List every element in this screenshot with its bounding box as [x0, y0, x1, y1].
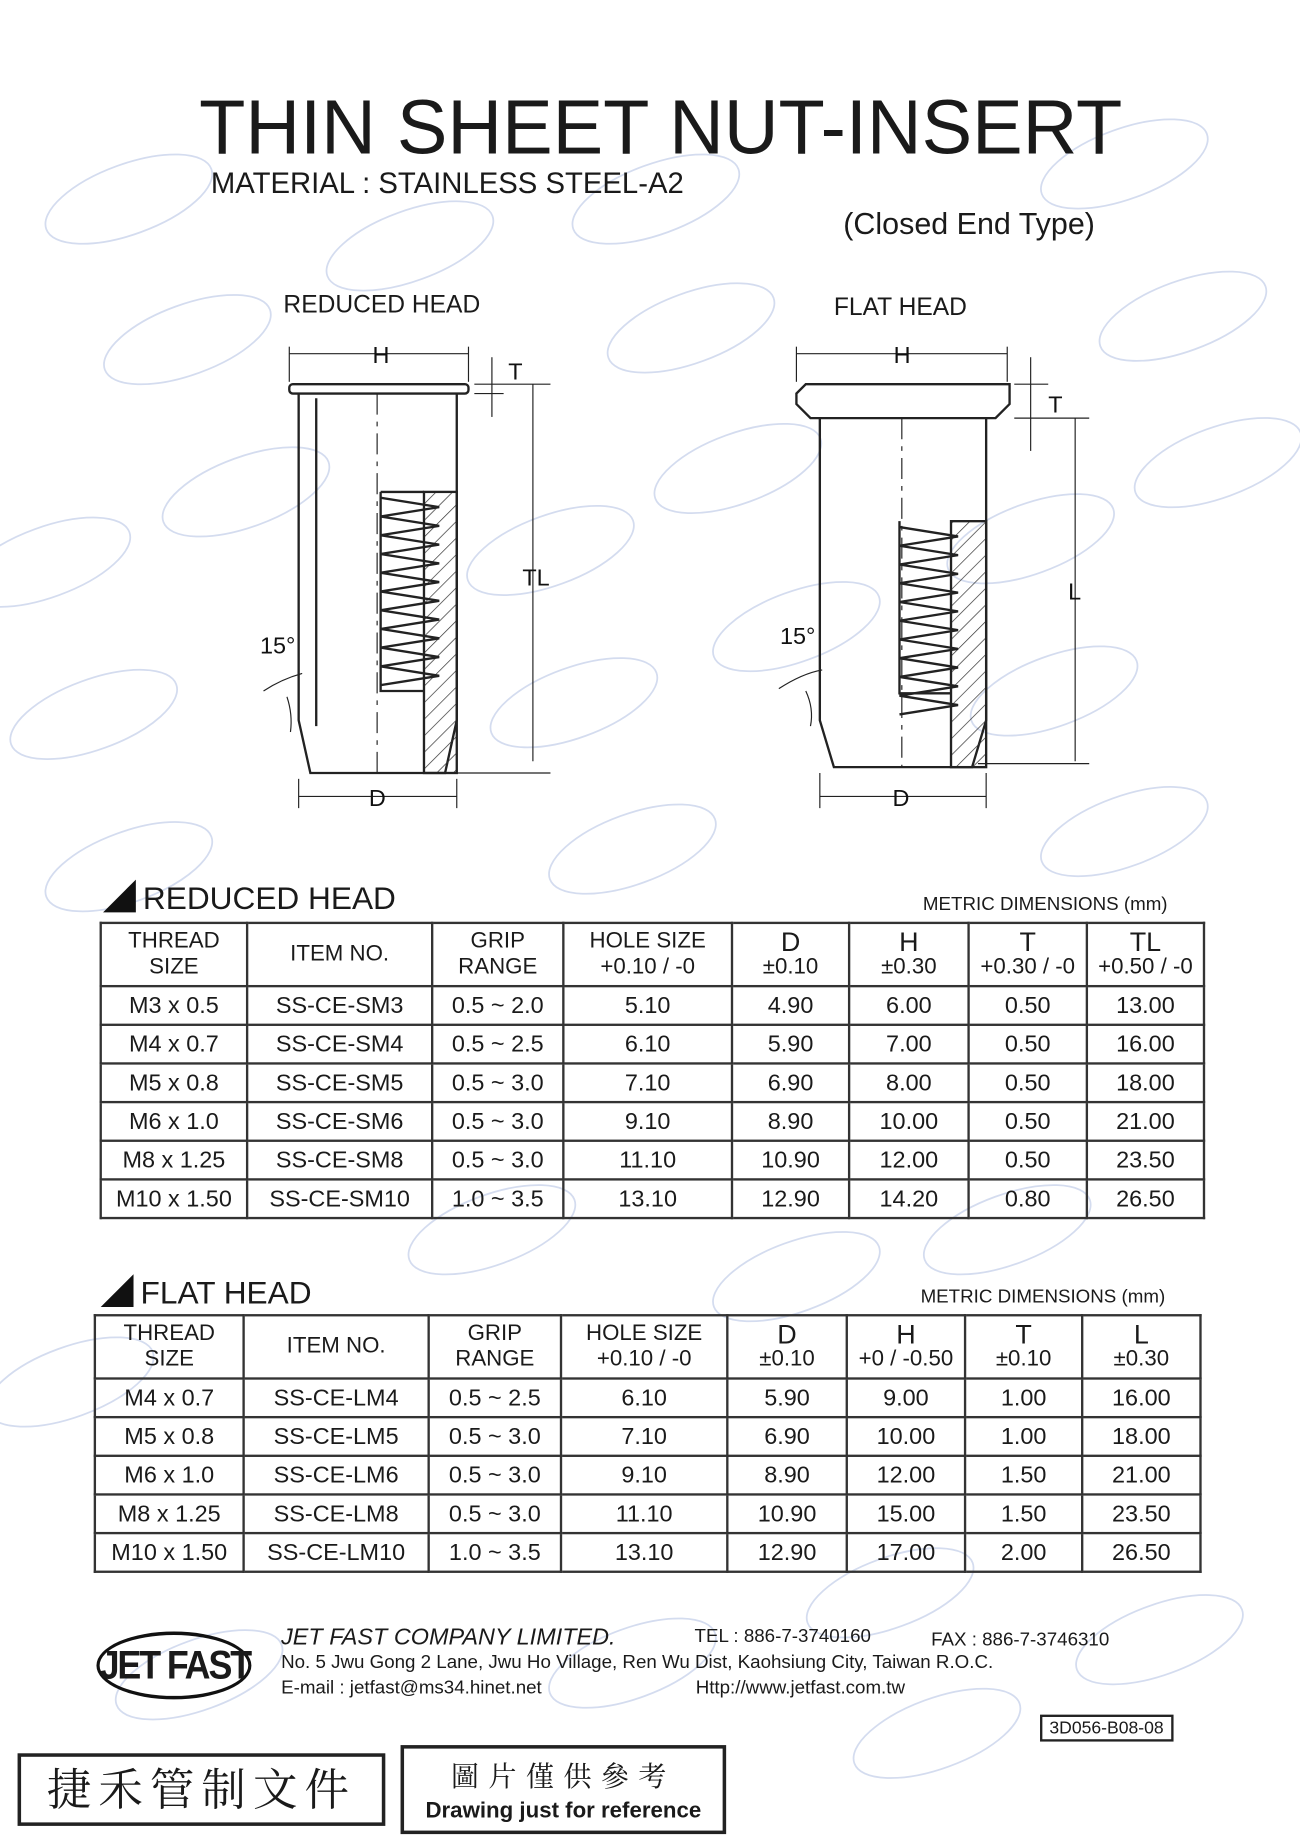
type-label: (Closed End Type)	[843, 206, 1095, 242]
table-cell: 8.00	[849, 1063, 968, 1102]
table-cell: 14.20	[849, 1179, 968, 1218]
table-cell: 10.90	[732, 1141, 849, 1180]
table-cell: 8.90	[732, 1102, 849, 1141]
header-line-2: RANGE	[458, 954, 538, 980]
table-row	[95, 1379, 1201, 1418]
table-cell: 5.90	[732, 1025, 849, 1064]
table-cell: 2.00	[965, 1533, 1082, 1572]
table-cell: SS-CE-SM8	[247, 1141, 432, 1180]
table-cell: 1.0 ~ 3.5	[429, 1533, 561, 1572]
table-header-row	[95, 1315, 1201, 1378]
table-cell: 26.50	[1087, 1179, 1204, 1218]
header-line-1: H	[896, 1318, 916, 1350]
table-cell: 1.00	[965, 1379, 1082, 1418]
header-line-1: D	[780, 926, 801, 957]
table-cell: 9.10	[561, 1456, 727, 1495]
table-cell: M5 x 0.8	[95, 1417, 244, 1456]
table-cell: 17.00	[847, 1533, 965, 1572]
table-cell: 21.00	[1082, 1456, 1200, 1495]
dim-tl-label: TL	[522, 564, 550, 591]
table-cell: M5 x 0.8	[101, 1063, 247, 1102]
table-cell: 0.5 ~ 2.5	[432, 1025, 563, 1064]
column-header	[969, 923, 1087, 986]
header-line-1: ITEM NO.	[286, 1333, 386, 1359]
column-header	[732, 923, 849, 986]
company-address: No. 5 Jwu Gong 2 Lane, Jwu Ho Village, Ren Wu Dist, Kaohsiung City, Taiwan R.O.C.	[281, 1652, 994, 1673]
table-cell: 21.00	[1087, 1102, 1204, 1141]
header-line-1: L	[1133, 1318, 1149, 1350]
header-line-1: T	[1015, 1318, 1032, 1350]
table-row	[101, 1102, 1204, 1141]
header-line-2: +0 / -0.50	[858, 1346, 954, 1372]
units-label: METRIC DIMENSIONS (mm)	[922, 894, 1168, 915]
reduced-head-drawing-label: REDUCED HEAD	[283, 291, 481, 319]
section-title-text: REDUCED HEAD	[142, 880, 396, 916]
table-cell: SS-CE-SM4	[247, 1025, 432, 1064]
table-cell: 9.10	[563, 1102, 732, 1141]
header-line-1: THREAD	[128, 928, 220, 954]
reduced-head-section-title	[103, 880, 396, 917]
column-header	[727, 1315, 846, 1378]
column-header	[247, 923, 432, 986]
header-line-2: ±0.10	[995, 1346, 1052, 1372]
column-header	[1082, 1315, 1200, 1378]
column-header	[849, 923, 968, 986]
table-cell: M3 x 0.5	[101, 986, 247, 1025]
reduced-head-table	[100, 922, 1206, 1219]
table-cell: SS-CE-SM5	[247, 1063, 432, 1102]
table-cell: 6.00	[849, 986, 968, 1025]
header-line-1: GRIP	[470, 928, 525, 954]
table-cell: 12.00	[849, 1141, 968, 1180]
table-cell: 12.90	[732, 1179, 849, 1218]
dim-t-label: T	[1048, 391, 1063, 418]
table-cell: 7.00	[849, 1025, 968, 1064]
table-cell: SS-CE-SM10	[247, 1179, 432, 1218]
table-row	[101, 986, 1204, 1025]
dim-d-label: D	[892, 784, 910, 811]
document-code: 3D056-B08-08	[1040, 1715, 1173, 1742]
angle-label: 15°	[780, 623, 816, 650]
column-header	[432, 923, 563, 986]
table-cell: 1.50	[965, 1494, 1082, 1533]
table-row	[101, 1063, 1204, 1102]
flat-head-drawing-label: FLAT HEAD	[833, 293, 967, 321]
table-row	[101, 1179, 1204, 1218]
phone-number: TEL : 886-7-3740160	[694, 1626, 871, 1647]
column-header	[244, 1315, 429, 1378]
table-cell: 23.50	[1087, 1141, 1204, 1180]
column-header	[429, 1315, 561, 1378]
header-line-1: GRIP	[467, 1321, 523, 1346]
column-header	[563, 923, 732, 986]
header-line-1: H	[899, 926, 919, 957]
table-cell: 5.90	[727, 1379, 846, 1418]
triangle-icon	[103, 880, 136, 913]
table-cell: 4.90	[732, 986, 849, 1025]
header-line-2: +0.10 / -0	[600, 954, 695, 980]
header-line-2: +0.30 / -0	[980, 954, 1076, 980]
header-line-2: ±0.10	[759, 1346, 815, 1372]
table-cell: 6.90	[727, 1417, 846, 1456]
column-header	[95, 1315, 244, 1378]
table-cell: 13.00	[1087, 986, 1204, 1025]
table-cell: 18.00	[1087, 1063, 1204, 1102]
table-cell: 13.10	[563, 1179, 732, 1218]
section-title-text: FLAT HEAD	[140, 1275, 312, 1311]
table-row	[101, 1025, 1204, 1064]
table-cell: 13.10	[561, 1533, 727, 1572]
material-label: MATERIAL : STAINLESS STEEL-A2	[210, 167, 684, 201]
company-name: JET FAST COMPANY LIMITED.	[281, 1624, 616, 1651]
header-line-1: ITEM NO.	[290, 941, 390, 967]
table-cell: M6 x 1.0	[101, 1102, 247, 1141]
header-line-2: ±0.30	[881, 954, 937, 980]
website-link[interactable]: Http://www.jetfast.com.tw	[695, 1678, 906, 1699]
table-cell: 10.00	[847, 1417, 965, 1456]
table-cell: 0.5 ~ 3.0	[429, 1456, 561, 1495]
table-cell: 11.10	[561, 1494, 727, 1533]
table-cell: M4 x 0.7	[101, 1025, 247, 1064]
table-cell: 0.80	[969, 1179, 1087, 1218]
table-cell: 0.5 ~ 3.0	[432, 1102, 563, 1141]
table-cell: 0.5 ~ 3.0	[429, 1494, 561, 1533]
header-line-1: HOLE SIZE	[589, 928, 706, 954]
header-line-2: RANGE	[455, 1346, 535, 1372]
table-cell: 0.50	[969, 1025, 1087, 1064]
table-cell: 5.10	[563, 986, 732, 1025]
table-row	[101, 1141, 1204, 1180]
table-cell: M8 x 1.25	[101, 1141, 247, 1180]
reference-stamp-chinese: 圖片僅供參考	[450, 1760, 676, 1794]
table-cell: 11.10	[563, 1141, 732, 1180]
table-cell: SS-CE-LM5	[244, 1417, 429, 1456]
dim-l-label: L	[1068, 578, 1082, 605]
table-cell: 16.00	[1082, 1379, 1200, 1418]
column-header	[101, 923, 247, 986]
header-line-2: +0.50 / -0	[1098, 954, 1193, 980]
table-cell: 0.50	[969, 1141, 1087, 1180]
flat-head-section-title	[101, 1274, 312, 1311]
header-line-2: ±0.10	[762, 954, 819, 980]
table-cell: 23.50	[1082, 1494, 1200, 1533]
table-cell: 10.00	[849, 1102, 968, 1141]
fax-number: FAX : 886-7-3746310	[931, 1630, 1110, 1651]
dim-h-label: H	[372, 342, 390, 369]
table-cell: 1.50	[965, 1456, 1082, 1495]
header-line-2: ±0.30	[1113, 1346, 1170, 1372]
header-line-2: SIZE	[149, 954, 199, 980]
header-line-1: THREAD	[123, 1321, 215, 1346]
table-cell: 0.5 ~ 2.5	[429, 1379, 561, 1418]
flat-head-drawing	[0, 0, 1300, 890]
dim-h-label: H	[893, 342, 911, 369]
flat-head-table	[94, 1314, 1202, 1573]
column-header	[561, 1315, 727, 1378]
table-cell: 1.00	[965, 1417, 1082, 1456]
table-cell: 10.90	[727, 1494, 846, 1533]
company-logo: JET FAST	[96, 1631, 251, 1699]
table-row	[95, 1494, 1201, 1533]
header-line-1: D	[777, 1318, 797, 1350]
table-cell: 7.10	[561, 1417, 727, 1456]
column-header	[965, 1315, 1082, 1378]
table-cell: 6.10	[561, 1379, 727, 1418]
control-document-stamp: 捷禾管制文件	[18, 1753, 386, 1826]
column-header	[1087, 923, 1204, 986]
table-cell: 0.5 ~ 2.0	[432, 986, 563, 1025]
header-line-2: SIZE	[144, 1346, 194, 1372]
table-cell: 12.00	[847, 1456, 965, 1495]
column-header	[847, 1315, 965, 1378]
angle-label: 15°	[260, 632, 296, 659]
table-cell: M8 x 1.25	[95, 1494, 244, 1533]
header-line-1: T	[1019, 926, 1036, 957]
table-cell: SS-CE-LM8	[244, 1494, 429, 1533]
table-cell: 16.00	[1087, 1025, 1204, 1064]
table-cell: M10 x 1.50	[101, 1179, 247, 1218]
table-cell: 6.90	[732, 1063, 849, 1102]
table-row	[95, 1456, 1201, 1495]
email-link[interactable]: E-mail : jetfast@ms34.hinet.net	[281, 1678, 542, 1699]
table-cell: SS-CE-SM3	[247, 986, 432, 1025]
table-cell: 0.50	[969, 1063, 1087, 1102]
table-cell: M6 x 1.0	[95, 1456, 244, 1495]
header-line-1: TL	[1129, 926, 1162, 957]
table-cell: SS-CE-SM6	[247, 1102, 432, 1141]
table-row	[95, 1533, 1201, 1572]
triangle-icon	[101, 1274, 134, 1307]
table-cell: SS-CE-LM4	[244, 1379, 429, 1418]
table-cell: M10 x 1.50	[95, 1533, 244, 1572]
dim-t-label: T	[508, 358, 523, 385]
table-cell: SS-CE-LM10	[244, 1533, 429, 1572]
table-cell: 0.50	[969, 1102, 1087, 1141]
table-cell: 0.5 ~ 3.0	[429, 1417, 561, 1456]
table-cell: 0.5 ~ 3.0	[432, 1063, 563, 1102]
table-cell: SS-CE-LM6	[244, 1456, 429, 1495]
table-cell: M4 x 0.7	[95, 1379, 244, 1418]
table-cell: 9.00	[847, 1379, 965, 1418]
reference-stamp-english: Drawing just for reference	[425, 1798, 702, 1824]
table-cell: 26.50	[1082, 1533, 1200, 1572]
header-line-2: +0.10 / -0	[596, 1346, 692, 1372]
units-label: METRIC DIMENSIONS (mm)	[920, 1287, 1166, 1308]
table-cell: 1.0 ~ 3.5	[432, 1179, 563, 1218]
table-cell: 12.90	[727, 1533, 846, 1572]
table-cell: 18.00	[1082, 1417, 1200, 1456]
table-cell: 6.10	[563, 1025, 732, 1064]
table-cell: 8.90	[727, 1456, 846, 1495]
page-title: THIN SHEET NUT-INSERT	[199, 83, 1123, 170]
table-header-row	[101, 923, 1204, 986]
table-cell: 0.50	[969, 986, 1087, 1025]
table-cell: 7.10	[563, 1063, 732, 1102]
header-line-1: HOLE SIZE	[586, 1321, 703, 1346]
reference-stamp	[401, 1745, 727, 1834]
dim-d-label: D	[368, 784, 386, 811]
table-row	[95, 1417, 1201, 1456]
table-cell: 15.00	[847, 1494, 965, 1533]
table-cell: 0.5 ~ 3.0	[432, 1141, 563, 1180]
